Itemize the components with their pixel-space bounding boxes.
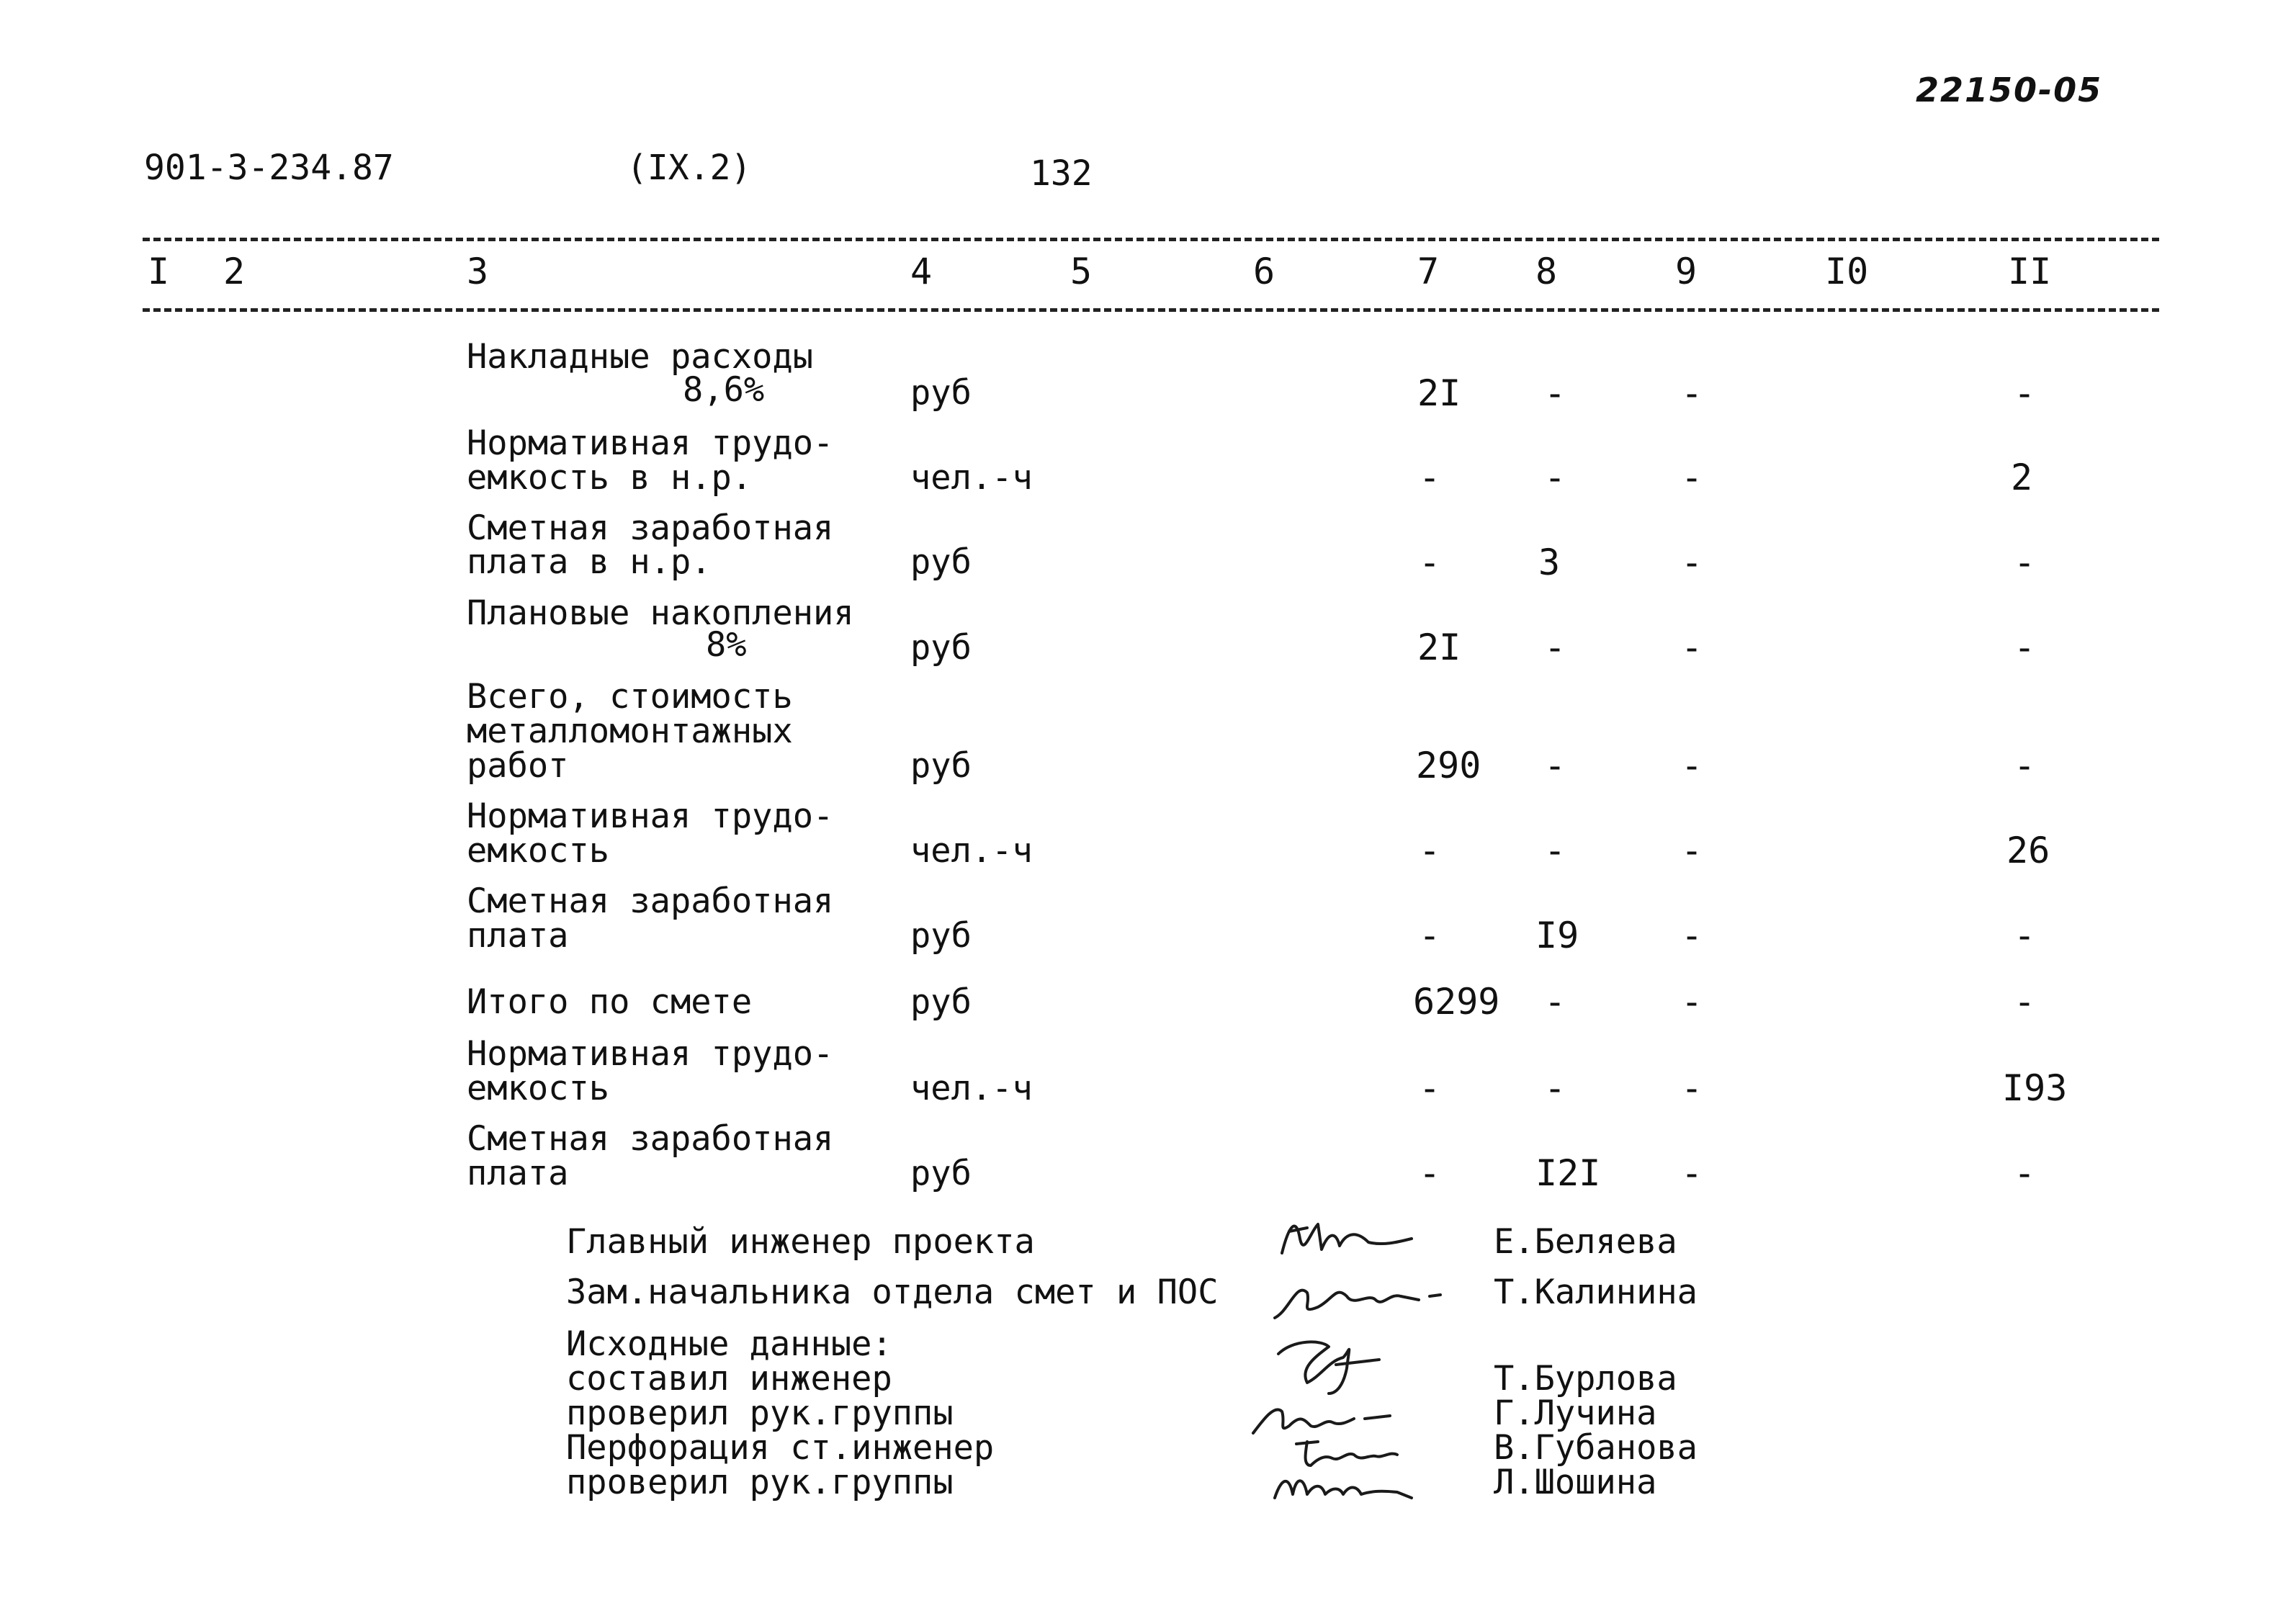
row-name-line: Нормативная трудо-: [467, 796, 834, 836]
row-col8: -: [1544, 627, 1566, 668]
signature-mark-chief-engineer: [1268, 1203, 1426, 1267]
section-code: (IX.2): [627, 148, 752, 188]
row-name-line: плата: [467, 1154, 569, 1193]
row-col7: 290: [1416, 745, 1481, 786]
checked2-label: проверил рук.группы: [566, 1463, 954, 1502]
row-unit: руб: [910, 982, 972, 1022]
deputy-label: Зам.начальника отдела смет и ПОС: [566, 1272, 1219, 1312]
row-name-line: емкость в н.р.: [467, 458, 753, 498]
compiled-name: Т.Бурлова: [1494, 1359, 1677, 1399]
row-col8: -: [1544, 457, 1566, 498]
column-number: II: [2008, 251, 2052, 292]
row-name-line: Нормативная трудо-: [467, 1034, 834, 1074]
row-name-line: плата: [467, 916, 569, 956]
row-col7: -: [1419, 830, 1441, 871]
signature-mark-checked2: [1268, 1462, 1440, 1512]
row-name-line: емкость: [467, 1069, 610, 1108]
row-col9: -: [1681, 372, 1703, 414]
row-col9: -: [1681, 1067, 1703, 1109]
row-col9: -: [1681, 1152, 1703, 1194]
row-unit: руб: [910, 542, 972, 582]
row-col11: -: [2014, 915, 2036, 956]
row-name-line: Сметная заработная: [467, 508, 834, 548]
row-col7: -: [1419, 915, 1441, 956]
compiled-label: составил инженер: [566, 1359, 892, 1399]
row-col8: -: [1544, 372, 1566, 414]
row-col7: -: [1419, 542, 1441, 583]
row-unit: чел.-ч: [910, 831, 1033, 871]
row-col8: -: [1544, 1067, 1566, 1109]
row-unit: чел.-ч: [910, 458, 1033, 498]
row-name-line: металломонтажных: [467, 712, 793, 751]
row-name-line: 8%: [706, 625, 747, 665]
row-col9: -: [1681, 627, 1703, 668]
row-col11: -: [2014, 1152, 2036, 1194]
row-col11: 26: [2006, 830, 2050, 871]
column-number: 4: [910, 251, 933, 292]
row-col7: 6299: [1413, 981, 1500, 1023]
row-col8: -: [1544, 745, 1566, 786]
row-name-line: работ: [467, 746, 569, 786]
document-code: 901-3-234.87: [144, 148, 394, 188]
column-number: 8: [1535, 251, 1558, 292]
header-bottom-rule: [143, 308, 2159, 312]
row-col7: -: [1419, 457, 1441, 498]
row-col11: -: [2014, 542, 2036, 583]
row-col7: 2I: [1417, 372, 1461, 414]
row-col9: -: [1681, 542, 1703, 583]
row-col9: -: [1681, 830, 1703, 871]
page-number: 132: [1030, 153, 1093, 194]
row-col9: -: [1681, 981, 1703, 1023]
chief-engineer-label: Главный инженер проекта: [566, 1222, 1035, 1262]
column-number: 2: [223, 251, 246, 292]
row-col8: I9: [1535, 915, 1579, 956]
deputy-name: Т.Калинина: [1494, 1272, 1698, 1312]
row-col9: -: [1681, 457, 1703, 498]
row-name-line: Нормативная трудо-: [467, 423, 834, 463]
row-col7: -: [1419, 1152, 1441, 1194]
row-unit: руб: [910, 916, 972, 956]
row-col8: -: [1544, 981, 1566, 1023]
column-number: 7: [1417, 251, 1440, 292]
row-unit: руб: [910, 373, 972, 413]
column-number: 3: [467, 251, 489, 292]
row-name-line: 8,6%: [683, 370, 765, 410]
chief-engineer-name: Е.Беляева: [1494, 1222, 1677, 1262]
row-name-line: Сметная заработная: [467, 881, 834, 921]
perforation-label: Перфорация ст.инженер: [566, 1428, 995, 1468]
row-col7: 2I: [1417, 627, 1461, 668]
column-number: 6: [1253, 251, 1275, 292]
row-col9: -: [1681, 745, 1703, 786]
handwritten-archive-number: 22150-05: [1916, 71, 2103, 109]
row-name-line: Плановые накопления: [467, 593, 854, 633]
row-name-line: Сметная заработная: [467, 1119, 834, 1159]
perforation-name: В.Губанова: [1494, 1428, 1698, 1468]
checked1-name: Г.Лучина: [1494, 1393, 1657, 1433]
row-col8: -: [1544, 830, 1566, 871]
source-data-label: Исходные данные:: [566, 1324, 892, 1364]
row-unit: руб: [910, 628, 972, 668]
row-unit: руб: [910, 746, 972, 786]
row-name-line: емкость: [467, 831, 610, 871]
row-unit: руб: [910, 1154, 972, 1193]
row-col11: 2: [2011, 457, 2033, 498]
signature-mark-deputy: [1268, 1267, 1455, 1332]
row-col11: I93: [2002, 1067, 2068, 1109]
row-name-line: плата в н.р.: [467, 542, 712, 582]
column-number: 9: [1675, 251, 1698, 292]
header-top-rule: [143, 238, 2159, 241]
row-col8: I2I: [1535, 1152, 1601, 1194]
checked1-label: проверил рук.группы: [566, 1393, 954, 1433]
column-number: I0: [1825, 251, 1869, 292]
checked2-name: Л.Шошина: [1494, 1463, 1657, 1502]
row-name-line: Накладные расходы: [467, 337, 814, 377]
column-number: I: [148, 251, 170, 292]
row-col11: -: [2014, 981, 2036, 1023]
row-name-line: Всего, стоимость: [467, 677, 793, 717]
row-unit: чел.-ч: [910, 1069, 1033, 1108]
row-col11: -: [2014, 627, 2036, 668]
row-col11: -: [2014, 372, 2036, 414]
row-col9: -: [1681, 915, 1703, 956]
row-col7: -: [1419, 1067, 1441, 1109]
row-col8: 3: [1538, 542, 1561, 583]
column-number: 5: [1070, 251, 1093, 292]
row-col11: -: [2014, 745, 2036, 786]
row-name-line: Итого по смете: [467, 982, 753, 1022]
